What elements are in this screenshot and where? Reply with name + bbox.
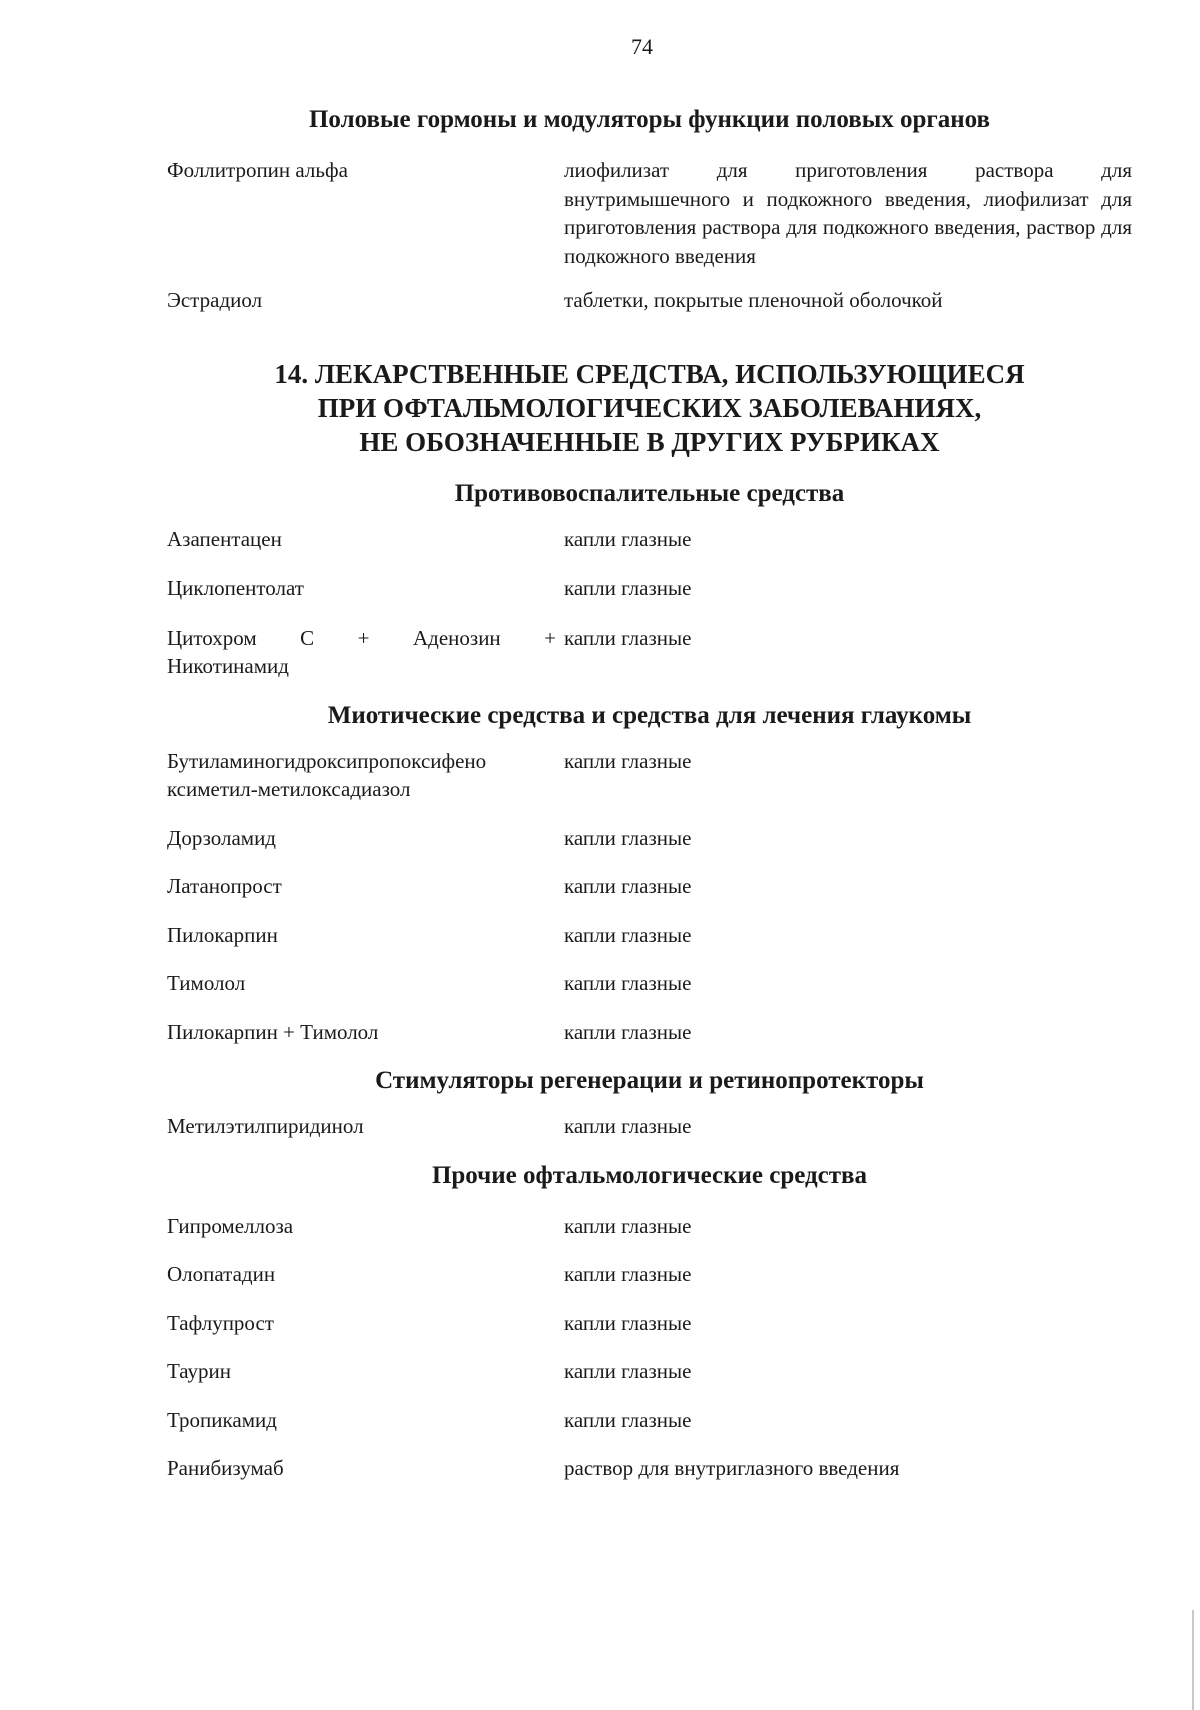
subheading-regeneration: Стимуляторы регенерации и ретинопротекторы <box>375 1067 924 1094</box>
drug-entry <box>167 156 1132 270</box>
drug-entry <box>167 1309 1132 1338</box>
dosage-form: капли глазные <box>564 1407 692 1432</box>
drug-name: Тимолол <box>167 971 246 995</box>
scan-edge-mark <box>1192 1610 1194 1710</box>
drug-entry <box>167 624 1132 681</box>
drug-entry <box>167 1406 1132 1435</box>
chapter-title-line: 14. ЛЕКАРСТВЕННЫЕ СРЕДСТВА, ИСПОЛЬЗУЮЩИЕСЯ <box>274 358 1025 389</box>
dosage-form: капли глазные <box>564 526 692 551</box>
dosage-form: капли глазные <box>564 1213 692 1238</box>
drug-name: Пилокарпин <box>167 922 278 947</box>
page-number: 74 <box>631 34 653 59</box>
dosage-form: капли глазные <box>564 748 692 773</box>
dosage-form: капли глазные <box>564 1262 692 1286</box>
dosage-form: таблетки, покрытые пленочной оболочкой <box>564 288 943 312</box>
drug-entry <box>167 872 1132 901</box>
subheading-hormones: Половые гормоны и модуляторы функции половых органов <box>308 106 991 133</box>
drug-name: Гипромеллоза <box>167 1213 294 1238</box>
drug-name: Пилокарпин + Тимолол <box>167 1019 379 1044</box>
drug-entry <box>167 747 1132 804</box>
dosage-form: капли глазные <box>564 971 692 995</box>
drug-name: Олопатадин <box>167 1262 276 1286</box>
drug-name: Метилэтилпиридинол <box>167 1114 364 1138</box>
drug-entry <box>167 824 1132 853</box>
drug-entry <box>167 286 1132 315</box>
drug-entry <box>167 1260 1132 1289</box>
drug-name: Эстрадиол <box>167 288 263 312</box>
drug-name-line: Бутиламиногидроксипропоксифено <box>167 748 487 773</box>
drug-name: Фоллитропин альфа <box>167 158 348 182</box>
drug-entry <box>167 921 1132 950</box>
drug-name: Тропикамид <box>167 1407 277 1432</box>
drug-name: Азапентацен <box>167 526 282 551</box>
drug-entry <box>167 1357 1132 1386</box>
dosage-form: капли глазные <box>564 1310 692 1335</box>
dosage-form: капли глазные <box>564 576 692 600</box>
subheading-anti-inflammatory: Противовоспалительные средства <box>454 479 845 507</box>
dosage-form: капли глазные <box>564 1359 692 1383</box>
drug-name: Цитохром С + Аденозин + Никотинамид <box>167 625 556 678</box>
dosage-form: капли глазные <box>564 1019 692 1044</box>
dosage-form: капли глазные <box>564 625 692 650</box>
drug-entry <box>167 574 1132 603</box>
drug-name: Тафлупрост <box>167 1310 274 1335</box>
drug-name: Циклопентолат <box>167 576 304 600</box>
dosage-form: лиофилизат для приготовления раствора для внутримышечного и подкожного введения, лиофилизат для приготовления раствора для подкожного введения, раствор для подкожного введения <box>564 158 1132 268</box>
drug-entry <box>167 1212 1132 1241</box>
page-content <box>167 104 1132 1483</box>
drug-entry <box>167 525 1132 554</box>
dosage-form: капли глазные <box>564 1114 692 1138</box>
chapter-title-line: НЕ ОБОЗНАЧЕННЫЕ В ДРУГИХ РУБРИКАХ <box>359 426 940 457</box>
drug-name: Латанопрост <box>167 874 282 898</box>
drug-name: Дорзоламид <box>167 825 276 850</box>
subheading-glaucoma: Миотические средства и средства для лечения глаукомы <box>327 701 972 729</box>
drug-name: Ранибизумаб <box>167 1456 284 1480</box>
subheading-other: Прочие офтальмологические средства <box>431 1161 868 1189</box>
dosage-form: капли глазные <box>564 874 692 898</box>
drug-name <box>167 747 564 804</box>
drug-entry <box>167 969 1132 998</box>
drug-name-line: ксиметил-метилоксадиазол <box>167 777 411 801</box>
dosage-form: капли глазные <box>564 825 692 850</box>
chapter-title-line: ПРИ ОФТАЛЬМОЛОГИЧЕСКИХ ЗАБОЛЕВАНИЯХ, <box>317 392 982 423</box>
dosage-form: капли глазные <box>564 922 692 947</box>
dosage-form: раствор для внутриглазного введения <box>564 1456 900 1480</box>
chapter-title <box>167 357 1132 459</box>
drug-name: Таурин <box>167 1359 232 1383</box>
drug-entry <box>167 1454 1132 1483</box>
drug-entry <box>167 1018 1132 1047</box>
drug-entry <box>167 1112 1132 1141</box>
